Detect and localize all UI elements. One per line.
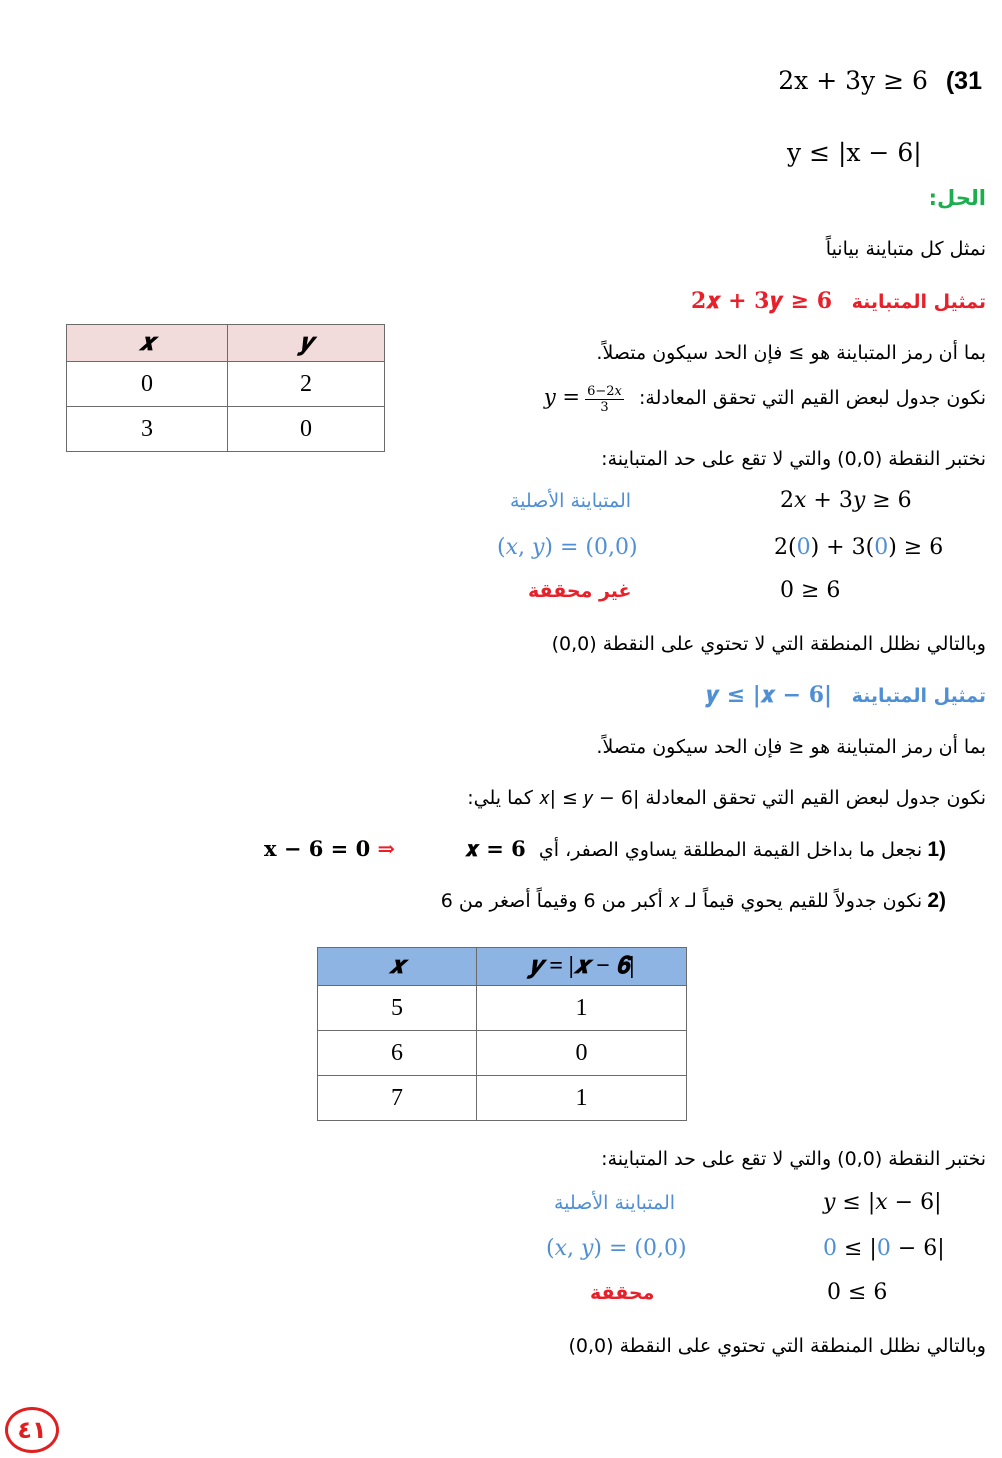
sub-zero-x: 0 — [876, 1236, 891, 1261]
sub-part: ≤ | — [837, 1236, 877, 1261]
table-cell: 0 — [477, 1031, 687, 1076]
step-1-eq-b: 𝐱 − 𝟔 = 𝟎 — [264, 836, 371, 861]
step-1-math — [465, 836, 525, 862]
part2-label-original: المتباينة الأصلية — [554, 1192, 676, 1214]
part1-line1: بما أن رمز المتباينة هو ≥ فإن الحد سيكون متصلاً. — [596, 342, 986, 364]
inequality-1: 2x + 3y ≥ 6 — [778, 66, 928, 95]
part1-substitution — [774, 535, 943, 560]
step-1-number: 1) — [927, 838, 946, 861]
sub-zero-x: 0 — [796, 535, 811, 560]
sub-part: − 6| — [890, 1236, 945, 1261]
table-row — [318, 986, 687, 1031]
part1-label-result: غير محققة — [528, 580, 632, 602]
fraction-numerator: 6−2𝑥 — [587, 384, 622, 399]
table-cell: 5 — [318, 986, 477, 1031]
part1-label-original: المتباينة الأصلية — [510, 490, 632, 512]
part2-substitution — [823, 1236, 945, 1261]
inequality-2: y ≤ |x − 6| — [787, 138, 922, 167]
part1-heading-math: 2𝒙 + 3𝒚 ≥ 6 — [690, 288, 833, 314]
part2-heading — [706, 682, 986, 708]
problem-statement — [778, 66, 982, 96]
values-table-2 — [317, 947, 687, 1121]
part1-result: 0 ≥ 6 — [780, 578, 841, 603]
table-cell: 3 — [67, 407, 228, 452]
table-row — [67, 407, 385, 452]
part1-line2 — [544, 384, 986, 415]
table-header-y: 𝒚 = |𝒙 − 𝟔| — [477, 948, 687, 986]
part2-line1: بما أن رمز المتباينة هو ≤ فإن الحد سيكون متصلاً. — [596, 736, 986, 758]
sub-zero-y: 0 — [823, 1236, 837, 1261]
part1-heading — [691, 288, 986, 314]
part2-heading-text: تمثيل المتباينة — [851, 685, 986, 707]
table-row — [67, 362, 385, 407]
sub-part: ) ≥ 6 — [888, 535, 944, 560]
part2-heading-math: 𝒚 ≤ |𝒙 − 6| — [705, 682, 833, 708]
solution-label: الحل: — [928, 186, 986, 210]
step-2 — [441, 889, 946, 913]
part2-line3: نختبر النقطة (0,0) والتي لا تقع على حد المتباينة: — [601, 1148, 986, 1170]
part1-original: 2𝑥 + 3𝑦 ≥ 6 — [780, 488, 912, 513]
sub-part: 2( — [774, 535, 797, 560]
implies-arrow: ⇒ — [377, 836, 396, 861]
part2-label-point: (𝑥, 𝑦) = (0,0) — [546, 1236, 687, 1261]
equation-lhs: 𝑦 = — [543, 385, 581, 409]
table-cell: 0 — [67, 362, 228, 407]
step-1 — [465, 836, 946, 862]
part1-line3: نختبر النقطة (0,0) والتي لا تقع على حد المتباينة: — [601, 448, 986, 470]
page-number-badge: ٤١ — [5, 1407, 59, 1453]
part1-equation — [544, 384, 624, 415]
part2-conclusion: وبالتالي نظلل المنطقة التي تحتوي على النقطة (0,0) — [568, 1335, 986, 1357]
table-cell: 1 — [477, 1076, 687, 1121]
part2-result: 0 ≤ 6 — [827, 1280, 888, 1305]
table-header-row — [318, 948, 687, 986]
table-cell: 7 — [318, 1076, 477, 1121]
step-2-text: نكون جدولاً للقيم يحوي قيماً لـ 𝑥 أكبر من 6 وقيماً أصغر من 6 — [440, 890, 923, 912]
step-2-number: 2) — [927, 889, 946, 912]
problem-number: (31 — [945, 67, 982, 95]
table-cell: 6 — [318, 1031, 477, 1076]
table-cell: 1 — [477, 986, 687, 1031]
values-table-1 — [66, 324, 385, 452]
sub-part: ) + 3( — [810, 535, 875, 560]
table-row — [318, 1031, 687, 1076]
step-1-text: نجعل ما بداخل القيمة المطلقة يساوي الصفر، أي — [538, 839, 923, 861]
part2-original: 𝑦 ≤ |𝑥 − 6| — [823, 1190, 942, 1215]
part1-label-point: (𝑥, 𝑦) = (0,0) — [497, 535, 638, 560]
table-cell: 0 — [228, 407, 385, 452]
sub-zero-y: 0 — [874, 535, 889, 560]
table-row — [318, 1076, 687, 1121]
part1-heading-text: تمثيل المتباينة — [851, 291, 986, 313]
table-header-row — [67, 325, 385, 362]
fraction-denominator: 3 — [600, 400, 609, 415]
part2-label-result: محققة — [590, 1282, 655, 1304]
table-header-y: 𝒚 — [228, 325, 385, 362]
intro-text: نمثل كل متباينة بيانياً — [825, 238, 986, 260]
part1-conclusion: وبالتالي نظلل المنطقة التي لا تحتوي على النقطة (0,0) — [551, 633, 986, 655]
table-header-x: 𝒙 — [318, 948, 477, 986]
step-1-math-left — [264, 836, 395, 861]
step-1-eq-a: 𝒙 = 𝟔 — [465, 836, 526, 861]
table-cell: 2 — [228, 362, 385, 407]
part1-line2-text: نكون جدول لبعض القيم التي تحقق المعادلة: — [638, 387, 986, 409]
table-header-x: 𝒙 — [67, 325, 228, 362]
part2-line2: نكون جدول لبعض القيم التي تحقق المعادلة |6 − 𝑥| ≤ 𝑦 كما يلي: — [467, 787, 986, 809]
equation-fraction — [585, 384, 624, 415]
